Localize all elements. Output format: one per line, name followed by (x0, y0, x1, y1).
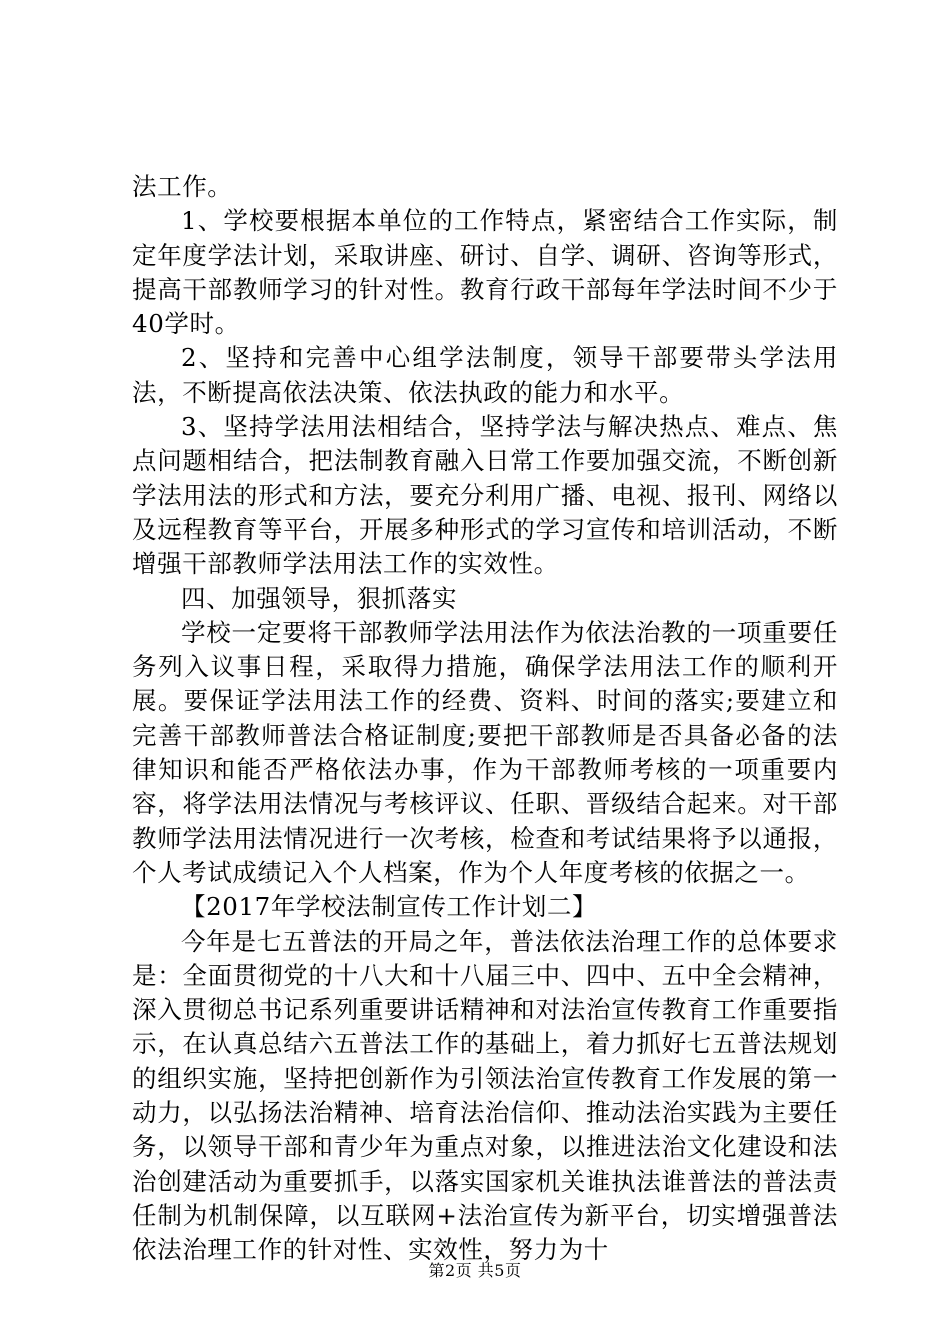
section-heading-four: 四、加强领导，狠抓落实 (181, 583, 458, 613)
paragraph-item-2: 2、坚持和完善中心组学法制度，领导干部要带头学法用法，不断提高依法决策、依法执政的能力和水平。 (132, 343, 838, 407)
paragraph-item-1: 1、学校要根据本单位的工作特点，紧密结合工作实际，制定年度学法计划，采取讲座、研讨、自学、调研、咨询等形式，提高干部教师学习的针对性。教育行政干部每年学法时间不少于40学时。 (132, 206, 838, 339)
paragraph-plan-two-intro: 今年是七五普法的开局之年，普法依法治理工作的总体要求是：全面贯彻党的十八大和十八届三中、四中、五中全会精神，深入贯彻总书记系列重要讲话精神和对法治宣传教育工作重要指示，在认真总结六五普法工作的基础上，着力抓好七五普法规划的组织实施，坚持把创新作为引领法治宣传教育工作发展的第一动力，以弘扬法治精神、培育法治信仰、推动法治实践为主要任务，以领导干部和青少年为重点对象，以推进法治文化建设和法治创建活动为重要抓手，以落实国家机关谁执法谁普法的普法责任制为机制保障，以互联网+法治宣传为新平台，切实增强普法依法治理工作的针对性、实效性，努力为十 (132, 926, 838, 1265)
paragraph-item-3: 3、坚持学法用法相结合，坚持学法与解决热点、难点、焦点问题相结合，把法制教育融入日常工作要加强交流，不断创新学法用法的形式和方法，要充分利用广播、电视、报刊、网络以及远程教育等平台，开展多种形式的学习宣传和培训活动，不断增强干部教师学法用法工作的实效性。 (132, 412, 838, 579)
document-body (132, 170, 838, 1268)
page-number-footer: 第2页 共5页 (428, 1261, 522, 1280)
plan-two-title: 【2017年学校法制宣传工作计划二】 (181, 892, 598, 922)
paragraph-continuation: 法工作。 (132, 172, 233, 201)
paragraph-leadership: 学校一定要将干部教师学法用法作为依法治教的一项重要任务列入议事日程，采取得力措施，确保学法用法工作的顺利开展。要保证学法用法工作的经费、资料、时间的落实;要建立和完善干部教师普法合格证制度;要把干部教师是否具备必备的法律知识和能否严格依法办事，作为干部教师考核的一项重要内容，将学法用法情况与考核评议、任职、晋级结合起来。对干部教师学法用法情况进行一次考核，检查和考试结果将予以通报，个人考试成绩记入个人档案，作为个人年度考核的依据之一。 (132, 617, 838, 887)
